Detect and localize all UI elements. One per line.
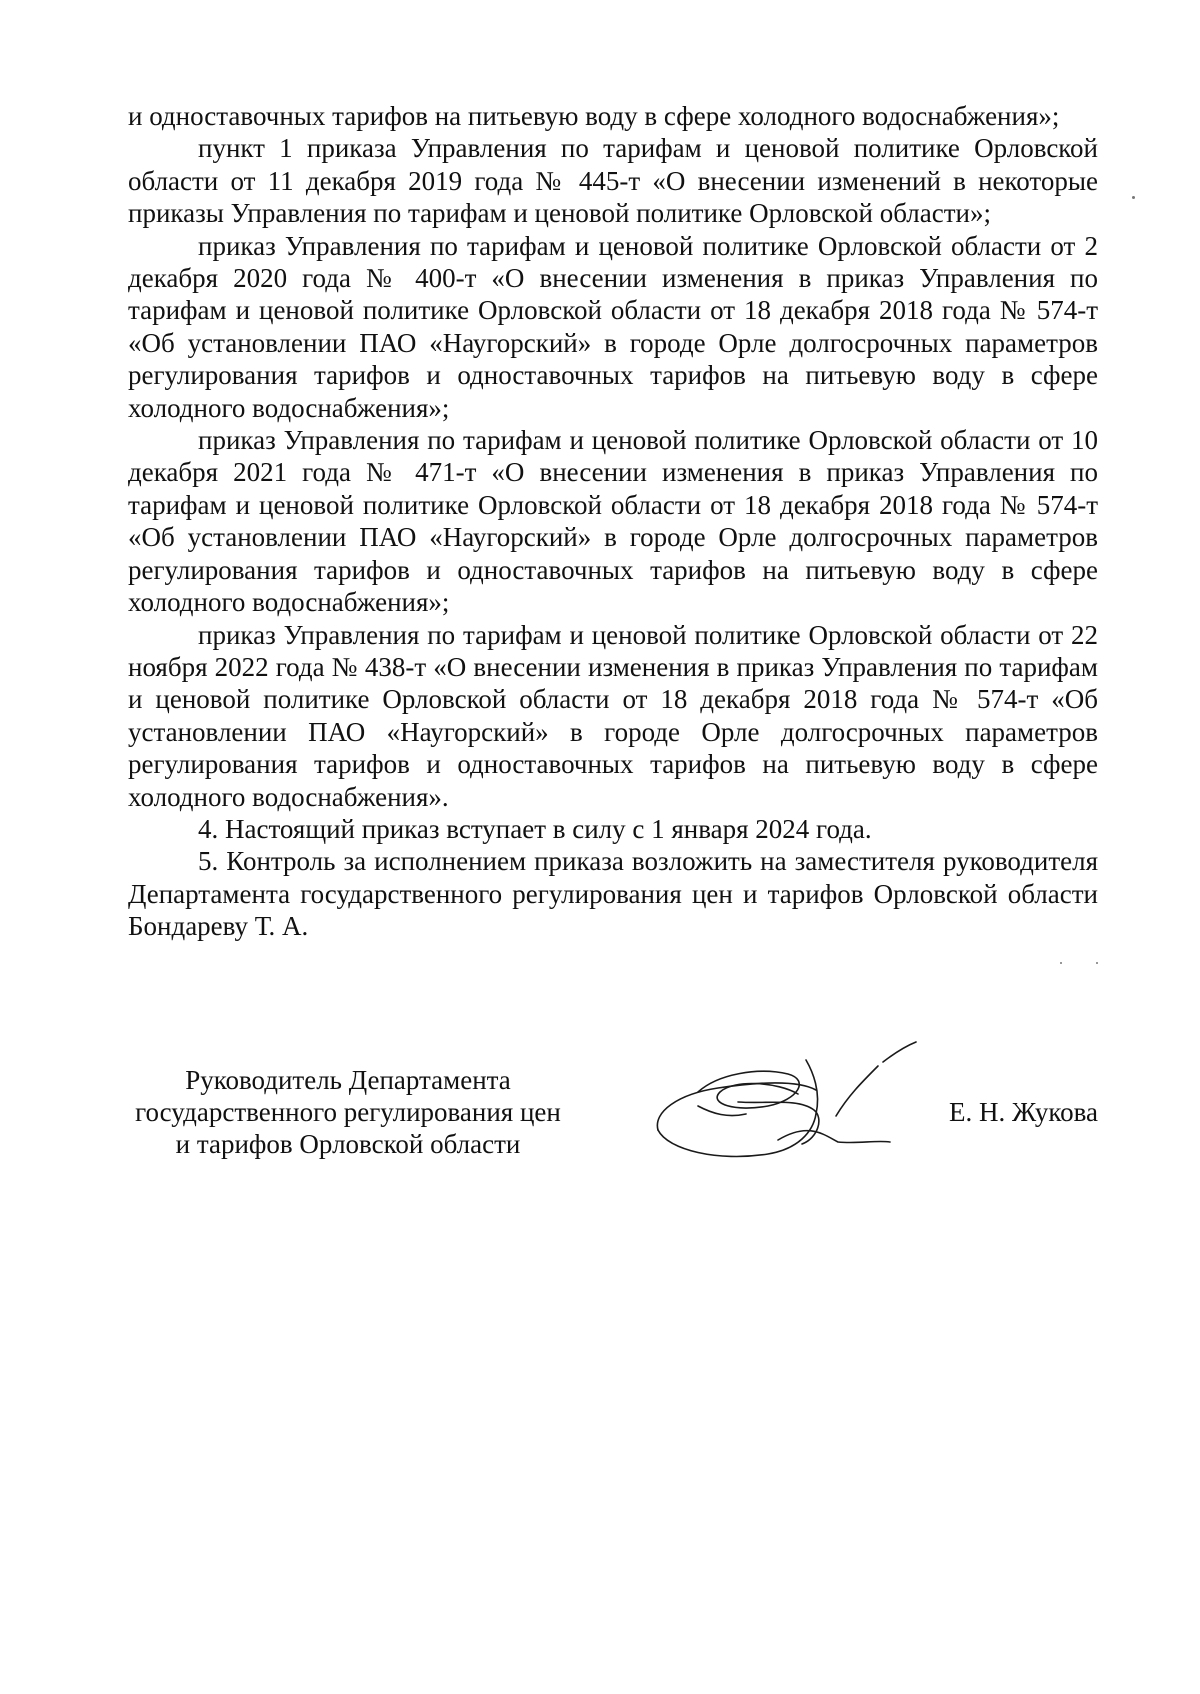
scan-speck xyxy=(1132,196,1135,199)
signer-name: Е. Н. Жукова xyxy=(949,1097,1098,1127)
scan-speck xyxy=(1060,962,1062,964)
paragraph-order-471: приказ Управления по тарифам и ценовой политике Орловской области от 10 декабря 2021 года № 471-т «О внесении изменения в приказ Управления по тарифам и ценовой политике Орловской области от 18 декабря 2018 года № 574-т «Об установлении ПАО «Наугорский» в городе Орле долгосрочных параметров регулирования тарифов и одноставочных тарифов на питьевую воду в сфере холодного водоснабжения»; xyxy=(128,425,1098,618)
position-line: и тарифов Орловской области xyxy=(175,1129,521,1159)
document-body xyxy=(128,100,1098,943)
position-line: Руководитель Департамента xyxy=(185,1065,511,1095)
position-line: государственного регулирования цен xyxy=(135,1097,561,1127)
scan-speck xyxy=(1096,962,1098,964)
paragraph-order-400: приказ Управления по тарифам и ценовой политике Орловской области от 2 декабря 2020 года № 400-т «О внесении изменения в приказ Управления по тарифам и ценовой политике Орловской области от 18 декабря 2018 года № 574-т «Об установлении ПАО «Наугорский» в городе Орле долгосрочных параметров регулирования тарифов и одноставочных тарифов на питьевую воду в сфере холодного водоснабжения»; xyxy=(128,230,1098,423)
handwritten-signature xyxy=(638,1022,938,1172)
paragraph-order-445: пункт 1 приказа Управления по тарифам и ценовой политике Орловской области от 11 декабря 2019 года № 445-т «О внесении изменений в некоторые приказы Управления по тарифам и ценовой политике Орловской области»; xyxy=(128,133,1098,229)
paragraph-continuation: и одноставочных тарифов на питьевую воду в сфере холодного водоснабжения»; xyxy=(128,101,1060,131)
paragraph-item-5: 5. Контроль за исполнением приказа возложить на заместителя руководителя Департамента государственного регулирования цен и тарифов Орловской области Бондареву Т. А. xyxy=(128,846,1098,942)
paragraph-order-438: приказ Управления по тарифам и ценовой политике Орловской области от 22 ноября 2022 года № 438-т «О внесении изменения в приказ Управления по тарифам и ценовой политике Орловской области от 18 декабря 2018 года № 574-т «Об установлении ПАО «Наугорский» в городе Орле долгосрочных параметров регулирования тарифов и одноставочных тарифов на питьевую воду в сфере холодного водоснабжения». xyxy=(128,619,1098,812)
paragraph-item-4: 4. Настоящий приказ вступает в силу с 1 января 2024 года. xyxy=(198,813,872,844)
signature-block xyxy=(118,1064,1098,1184)
signer-position xyxy=(118,1064,578,1160)
